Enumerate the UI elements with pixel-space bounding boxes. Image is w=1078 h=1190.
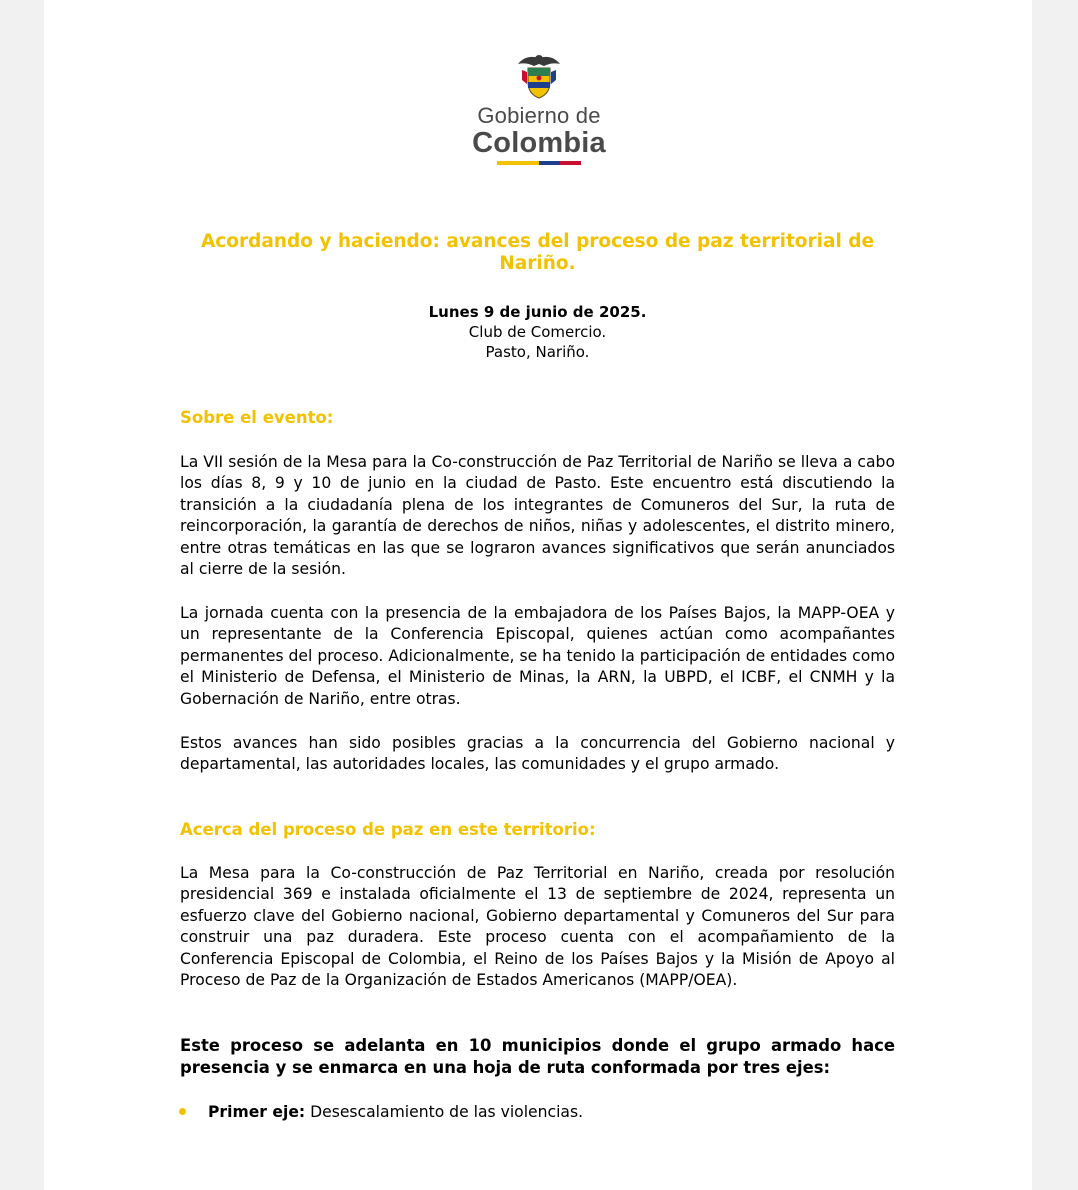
list-item [208,1102,583,1123]
document-page [44,0,1032,1190]
document-title: Acordando y haciendo: avances del proceso de paz territorial de Nariño. [200,231,875,274]
brand-line-1: Gobierno de [477,103,601,128]
event-date: Lunes 9 de junio de 2025. [428,303,647,321]
event-city: Pasto, Nariño. [485,343,590,361]
bold-paragraph: Este proceso se adelanta en 10 municipios donde el grupo armado hace presencia y se enmarca en una hoja de ruta conformada por tres ejes: [180,1036,895,1077]
paragraph: La VII sesión de la Mesa para la Co-construcción de Paz Territorial de Nariño se lleva a cabo los días 8, 9 y 10 de junio en la ciudad de Pasto. Este encuentro está discutiendo la transición a la ciudadanía plena de los integrantes de Comuneros del Sur, la ruta de reincorporación, la garantía de derechos de niños, niñas y adolescentes, el distrito minero, entre otras temáticas en las que se lograron avances significativos que serán anunciados al cierre de la sesión. [180,453,895,579]
section-heading-event: Sobre el evento: [180,408,334,427]
brand-line-2: Colombia [472,127,606,159]
bullet-label: Primer eje: [208,1103,306,1121]
colombia-coat-of-arms-icon [514,50,564,100]
flag-bar [0,161,1078,165]
paragraph: La jornada cuenta con la presencia de la embajadora de los Países Bajos, la MAPP-OEA y un representante de la Conferencia Episcopal, quienes actúan como acompañantes permanentes del proceso. Adicionalmente, se ha tenido la participación de entidades como el Ministerio de Defensa, el Ministerio de Minas, la ARN, la UBPD, el ICBF, el CNMH y la Gobernación de Nariño, entre otras. [180,604,895,708]
bullet-icon [179,1108,186,1115]
paragraph: La Mesa para la Co-construcción de Paz Territorial en Nariño, creada por resolución presidencial 369 e instalada oficialmente el 13 de septiembre de 2024, representa un esfuerzo clave del Gobierno nacional, Gobierno departamental y Comuneros del Sur para construir una paz duradera. Este proceso cuenta con el acompañamiento de la Conferencia Episcopal de Colombia, el Reino de los Países Bajos y la Misión de Apoyo al Proceso de Paz de la Organización de Estados Americanos (MAPP/OEA). [180,864,895,990]
paragraph: Estos avances han sido posibles gracias a la concurrencia del Gobierno nacional y departamental, las autoridades locales, las comunidades y el grupo armado. [180,734,895,774]
section-heading-process: Acerca del proceso de paz en este territorio: [180,820,596,839]
bullet-text: Desescalamiento de las violencias. [305,1103,584,1121]
event-details [180,302,895,362]
government-logo [0,50,1078,165]
event-venue: Club de Comercio. [468,323,607,341]
